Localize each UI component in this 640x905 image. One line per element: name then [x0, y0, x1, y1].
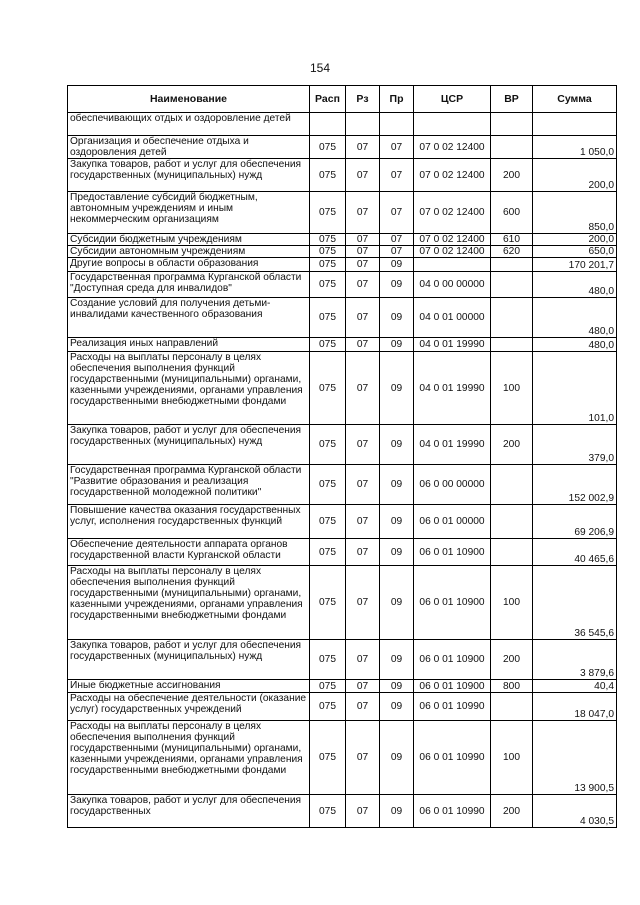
cell-rz: 07: [346, 721, 380, 795]
cell-rz: 07: [346, 505, 380, 539]
cell-vr: 100: [491, 352, 533, 425]
table-row: [68, 298, 617, 338]
cell-csr: 06 0 01 10990: [414, 795, 491, 828]
cell-pr: 09: [380, 721, 414, 795]
cell-name: Закупка товаров, работ и услуг для обеспечения государственных (муниципальных) нужд: [68, 425, 310, 465]
cell-name: Субсидии бюджетным учреждениям: [68, 234, 310, 246]
cell-vr: 200: [491, 795, 533, 828]
cell-csr: 07 0 02 12400: [414, 159, 491, 192]
cell-rasp: 075: [310, 693, 346, 721]
cell-csr: 06 0 01 10900: [414, 566, 491, 640]
cell-vr: 620: [491, 246, 533, 258]
table-row: [68, 338, 617, 352]
header-rasp: Расп: [310, 86, 346, 113]
cell-name: Закупка товаров, работ и услуг для обеспечения государственных: [68, 795, 310, 828]
cell-name: Расходы на обеспечение деятельности (оказание услуг) государственных учреждений: [68, 693, 310, 721]
cell-rz: 07: [346, 640, 380, 680]
cell-sum: 170 201,7: [533, 258, 617, 272]
cell-vr: [491, 272, 533, 298]
table-row: [68, 425, 617, 465]
cell-name: Иные бюджетные ассигнования: [68, 680, 310, 693]
cell-name: Расходы на выплаты персоналу в целях обеспечения выполнения функций государственными (муниципальными) органами, казенными учреждениями, органами управления государственными внебюджетными фондами: [68, 352, 310, 425]
cell-sum: 650,0: [533, 246, 617, 258]
cell-pr: 09: [380, 566, 414, 640]
table-row: [68, 113, 617, 136]
cell-rz: 07: [346, 680, 380, 693]
cell-pr: 09: [380, 640, 414, 680]
cell-vr: [491, 298, 533, 338]
cell-pr: 09: [380, 505, 414, 539]
cell-rasp: 075: [310, 272, 346, 298]
cell-name: Реализация иных направлений: [68, 338, 310, 352]
cell-pr: 09: [380, 693, 414, 721]
cell-rz: 07: [346, 246, 380, 258]
table-row: [68, 352, 617, 425]
cell-rasp: 075: [310, 234, 346, 246]
cell-sum: 379,0: [533, 425, 617, 465]
table-row: [68, 693, 617, 721]
cell-pr: 09: [380, 795, 414, 828]
cell-rz: 07: [346, 693, 380, 721]
cell-sum: 69 206,9: [533, 505, 617, 539]
cell-vr: [491, 505, 533, 539]
cell-csr: 07 0 02 12400: [414, 246, 491, 258]
cell-pr: 09: [380, 258, 414, 272]
cell-vr: 100: [491, 566, 533, 640]
cell-rasp: 075: [310, 465, 346, 505]
cell-rasp: 075: [310, 246, 346, 258]
cell-name: Другие вопросы в области образования: [68, 258, 310, 272]
header-rz: Рз: [346, 86, 380, 113]
cell-sum: 480,0: [533, 338, 617, 352]
cell-rasp: 075: [310, 136, 346, 159]
page-number: 154: [309, 61, 331, 75]
header-sum: Сумма: [533, 86, 617, 113]
cell-sum: [533, 113, 617, 136]
cell-vr: 600: [491, 192, 533, 234]
cell-csr: [414, 258, 491, 272]
cell-vr: 100: [491, 721, 533, 795]
table-row: [68, 566, 617, 640]
table-row: [68, 680, 617, 693]
cell-vr: [491, 693, 533, 721]
cell-rz: 07: [346, 136, 380, 159]
cell-rz: 07: [346, 539, 380, 566]
cell-rasp: 075: [310, 298, 346, 338]
cell-rz: 07: [346, 566, 380, 640]
cell-rasp: 075: [310, 721, 346, 795]
table-row: [68, 795, 617, 828]
cell-csr: 07 0 02 12400: [414, 192, 491, 234]
cell-vr: 200: [491, 159, 533, 192]
cell-name: Организация и обеспечение отдыха и оздоровления детей: [68, 136, 310, 159]
cell-sum: 13 900,5: [533, 721, 617, 795]
cell-pr: 09: [380, 338, 414, 352]
cell-sum: 18 047,0: [533, 693, 617, 721]
cell-pr: 07: [380, 136, 414, 159]
cell-rz: 07: [346, 425, 380, 465]
cell-sum: 4 030,5: [533, 795, 617, 828]
cell-csr: 06 0 01 10900: [414, 539, 491, 566]
cell-rz: 07: [346, 192, 380, 234]
cell-pr: 09: [380, 465, 414, 505]
cell-pr: 09: [380, 680, 414, 693]
cell-sum: 36 545,6: [533, 566, 617, 640]
cell-rasp: 075: [310, 192, 346, 234]
table-row: [68, 640, 617, 680]
cell-rasp: 075: [310, 640, 346, 680]
cell-vr: [491, 136, 533, 159]
cell-rasp: 075: [310, 258, 346, 272]
table-row: [68, 246, 617, 258]
cell-name: Повышение качества оказания государственных услуг, исполнения государственных функций: [68, 505, 310, 539]
cell-pr: 09: [380, 539, 414, 566]
table-row: [68, 465, 617, 505]
cell-vr: [491, 113, 533, 136]
cell-rasp: 075: [310, 680, 346, 693]
header-vr: ВР: [491, 86, 533, 113]
cell-rasp: 075: [310, 159, 346, 192]
cell-pr: 07: [380, 159, 414, 192]
cell-pr: 07: [380, 246, 414, 258]
table-row: [68, 721, 617, 795]
header-row: [68, 86, 617, 113]
cell-pr: [380, 113, 414, 136]
cell-name: Создание условий для получения детьми-инвалидами качественного образования: [68, 298, 310, 338]
cell-sum: 480,0: [533, 298, 617, 338]
cell-rz: 07: [346, 272, 380, 298]
cell-vr: 200: [491, 640, 533, 680]
cell-pr: 07: [380, 234, 414, 246]
cell-sum: 1 050,0: [533, 136, 617, 159]
cell-vr: [491, 465, 533, 505]
cell-sum: 200,0: [533, 159, 617, 192]
cell-rasp: 075: [310, 539, 346, 566]
cell-rz: 07: [346, 795, 380, 828]
cell-rasp: [310, 113, 346, 136]
table-row: [68, 258, 617, 272]
cell-csr: [414, 113, 491, 136]
cell-rasp: 075: [310, 566, 346, 640]
cell-name: Государственная программа Курганской области "Развитие образования и реализация государственной молодежной политики": [68, 465, 310, 505]
cell-csr: 06 0 01 10990: [414, 693, 491, 721]
table-row: [68, 159, 617, 192]
cell-rasp: 075: [310, 795, 346, 828]
budget-table: [67, 85, 617, 828]
cell-csr: 04 0 01 19990: [414, 425, 491, 465]
cell-rz: 07: [346, 258, 380, 272]
header-name: Наименование: [68, 86, 310, 113]
table-row: [68, 539, 617, 566]
cell-pr: 07: [380, 192, 414, 234]
cell-vr: 610: [491, 234, 533, 246]
cell-csr: 06 0 00 00000: [414, 465, 491, 505]
cell-name: Расходы на выплаты персоналу в целях обеспечения выполнения функций государственными (муниципальными) органами, казенными учреждениями, органами управления государственными внебюджетными фондами: [68, 566, 310, 640]
header-csr: ЦСР: [414, 86, 491, 113]
cell-csr: 07 0 02 12400: [414, 136, 491, 159]
cell-rz: 07: [346, 338, 380, 352]
cell-vr: 200: [491, 425, 533, 465]
cell-pr: 09: [380, 298, 414, 338]
cell-vr: [491, 338, 533, 352]
table-row: [68, 234, 617, 246]
cell-name: Расходы на выплаты персоналу в целях обеспечения выполнения функций государственными (муниципальными) органами, казенными учреждениями, органами управления государственными внебюджетными фондами: [68, 721, 310, 795]
cell-csr: 04 0 01 19990: [414, 338, 491, 352]
cell-csr: 04 0 01 00000: [414, 298, 491, 338]
cell-csr: 06 0 01 00000: [414, 505, 491, 539]
cell-sum: 200,0: [533, 234, 617, 246]
cell-vr: 800: [491, 680, 533, 693]
header-pr: Пр: [380, 86, 414, 113]
cell-pr: 09: [380, 425, 414, 465]
cell-vr: [491, 539, 533, 566]
table-row: [68, 136, 617, 159]
cell-rasp: 075: [310, 352, 346, 425]
cell-sum: 850,0: [533, 192, 617, 234]
cell-name: Закупка товаров, работ и услуг для обеспечения государственных (муниципальных) нужд: [68, 159, 310, 192]
cell-name: Предоставление субсидий бюджетным, автономным учреждениям и иным некоммерческим организациям: [68, 192, 310, 234]
cell-rasp: 075: [310, 338, 346, 352]
cell-csr: 06 0 01 10900: [414, 640, 491, 680]
cell-sum: 3 879,6: [533, 640, 617, 680]
cell-name: обеспечивающих отдых и оздоровление детей: [68, 113, 310, 136]
cell-sum: 40 465,6: [533, 539, 617, 566]
cell-sum: 152 002,9: [533, 465, 617, 505]
cell-sum: 101,0: [533, 352, 617, 425]
cell-csr: 07 0 02 12400: [414, 234, 491, 246]
table-row: [68, 272, 617, 298]
cell-name: Субсидии автономным учреждениям: [68, 246, 310, 258]
cell-csr: 04 0 00 00000: [414, 272, 491, 298]
cell-rz: [346, 113, 380, 136]
table-row: [68, 192, 617, 234]
cell-name: Государственная программа Курганской области "Доступная среда для инвалидов": [68, 272, 310, 298]
cell-name: Обеспечение деятельности аппарата органов государственной власти Курганской области: [68, 539, 310, 566]
cell-rz: 07: [346, 234, 380, 246]
cell-pr: 09: [380, 352, 414, 425]
cell-rz: 07: [346, 352, 380, 425]
cell-rasp: 075: [310, 505, 346, 539]
cell-name: Закупка товаров, работ и услуг для обеспечения государственных (муниципальных) нужд: [68, 640, 310, 680]
table-body: [68, 113, 617, 828]
cell-csr: 06 0 01 10990: [414, 721, 491, 795]
cell-vr: [491, 258, 533, 272]
cell-csr: 06 0 01 10900: [414, 680, 491, 693]
cell-sum: 40,4: [533, 680, 617, 693]
cell-rz: 07: [346, 159, 380, 192]
cell-pr: 09: [380, 272, 414, 298]
cell-rasp: 075: [310, 425, 346, 465]
table-row: [68, 505, 617, 539]
cell-sum: 480,0: [533, 272, 617, 298]
cell-rz: 07: [346, 465, 380, 505]
cell-csr: 04 0 01 19990: [414, 352, 491, 425]
cell-rz: 07: [346, 298, 380, 338]
